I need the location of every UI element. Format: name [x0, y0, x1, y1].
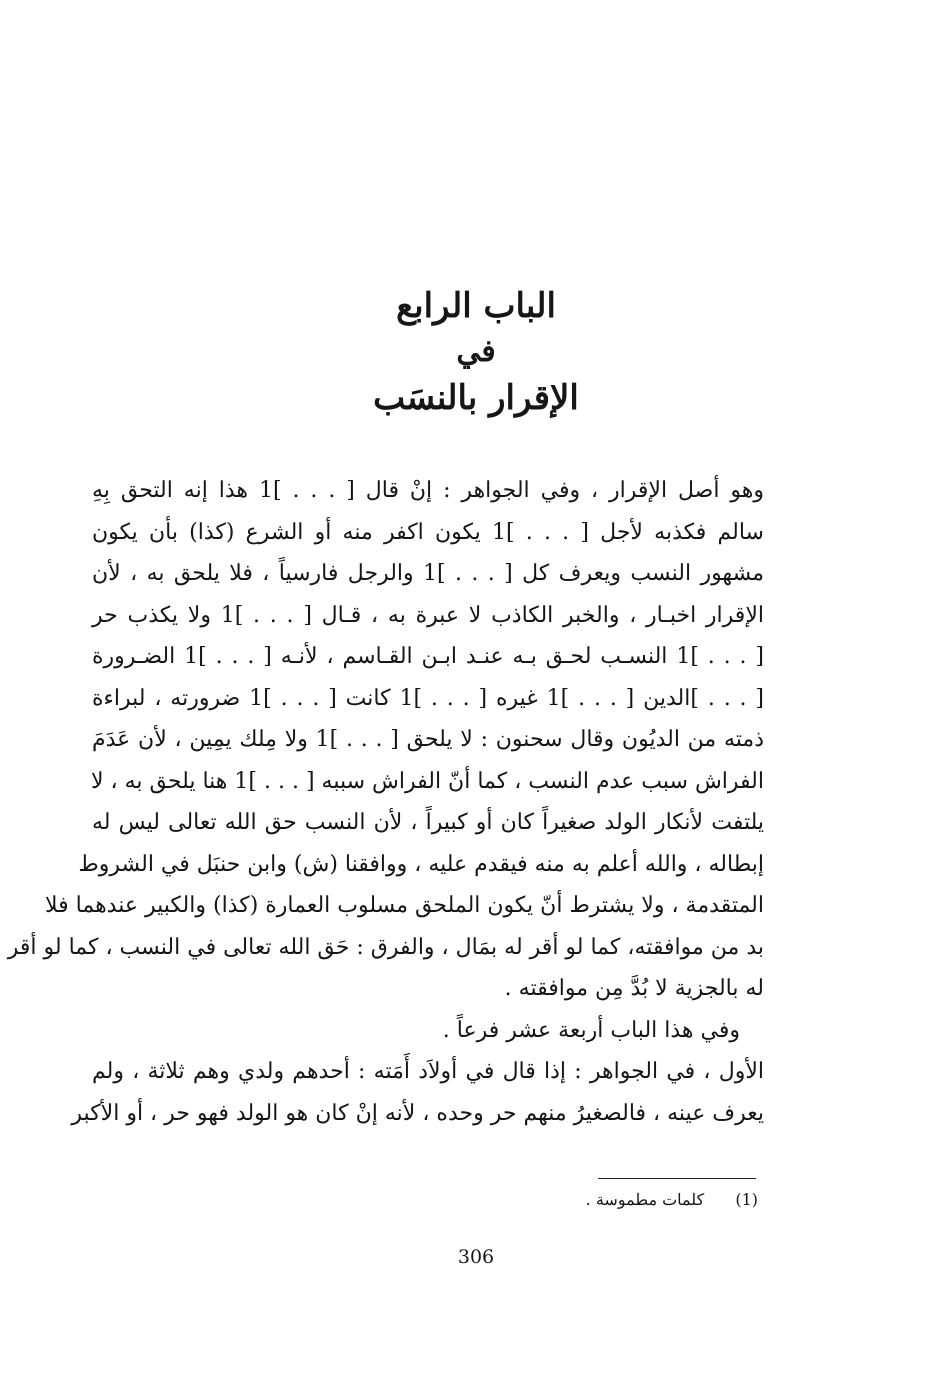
footnote-separator	[598, 1178, 756, 1179]
body-text	[7, 470, 765, 1134]
chapter-title-connector: في	[456, 334, 496, 369]
first-branch-line: الأول ، في الجواهر : إذا قال في أولاَد أَمَته : أحدهم ولدي وهم ثلاثة ، ولم	[92, 1059, 764, 1084]
text-line: الإقرار اخبـار ، والخبر الكاذب لا عبرة به ، قـال [ . . . ]1 ولا يكذب حر	[92, 602, 764, 628]
text-line: إبطاله ، والله أعلم به منه فيقدم عليه ، ووافقنا (ش) وابن حنبَل في الشروط	[78, 851, 764, 877]
branches-count-line: وفي هذا الباب أربعة عشر فرعاً .	[442, 1017, 740, 1043]
text-line: بد من موافقته، كما لو أقر له بمَال ، والفرق : حَق الله تعالى في النسب ، كما لو أقر	[7, 934, 764, 960]
text-line: الفراش سبب عدم النسب ، كما أنّ الفراش سببه [ . . . ]1 هنا يلحق به ، لا	[90, 768, 764, 794]
text-line: مشهور النسب ويعرف كل [ . . . ]1 والرجل فارسياً ، فلا يلحق به ، لأن	[92, 561, 764, 586]
text-line: [ . . . ]1 النسـب لحـق بـه عنـد ابـن القـاسم ، لأنـه [ . . . ]1 الضـرورة	[92, 644, 764, 669]
footnote	[500, 1188, 758, 1212]
first-branch-line: يعرف عينه ، فالصغيرُ منهم حر وحده ، لأنه إنْ كان هو الولد فهو حر ، أو الأكبر	[71, 1100, 764, 1126]
text-line: ذمته من الديُون وقال سحنون : لا يلحق [ . . . ]1 ولا مِلك يمِين ، لأن عَدَمَ	[92, 727, 764, 752]
page-number: 306	[457, 1246, 495, 1268]
text-line: له بالجزية لا بُدَّ مِن موافقته .	[504, 976, 764, 1001]
chapter-subject: الإقرار بالنسَب	[373, 378, 579, 418]
footnote-text: كلمات مطموسة .	[585, 1190, 705, 1209]
text-line: يلتفت لأنكار الولد صغيراً كان أو كبيراً ، لأن النسب حق الله تعالى ليس له	[92, 810, 764, 835]
text-line: المتقدمة ، ولا يشترط أنّ يكون الملحق مسلوب العمارة (كذا) والكبير عندهما فلا	[45, 893, 764, 918]
text-line: وهو أصل الإقرار ، وفي الجواهر : إنْ قال [ . . . ]1 هذا إنه التحق بِهِ	[92, 478, 765, 503]
text-line: سالم فكذبه لأجل [ . . . ]1 يكون اكفر منه أو الشرع (كذا) بأن يكون	[92, 519, 764, 545]
footnote-marker: (1)	[735, 1190, 758, 1209]
text-line: [ . . . ]الدين [ . . . ]1 غيره [ . . . ]1 كانت [ . . . ]1 ضرورته ، لبراءة	[92, 685, 765, 711]
chapter-title: الباب الرابع	[396, 286, 556, 326]
